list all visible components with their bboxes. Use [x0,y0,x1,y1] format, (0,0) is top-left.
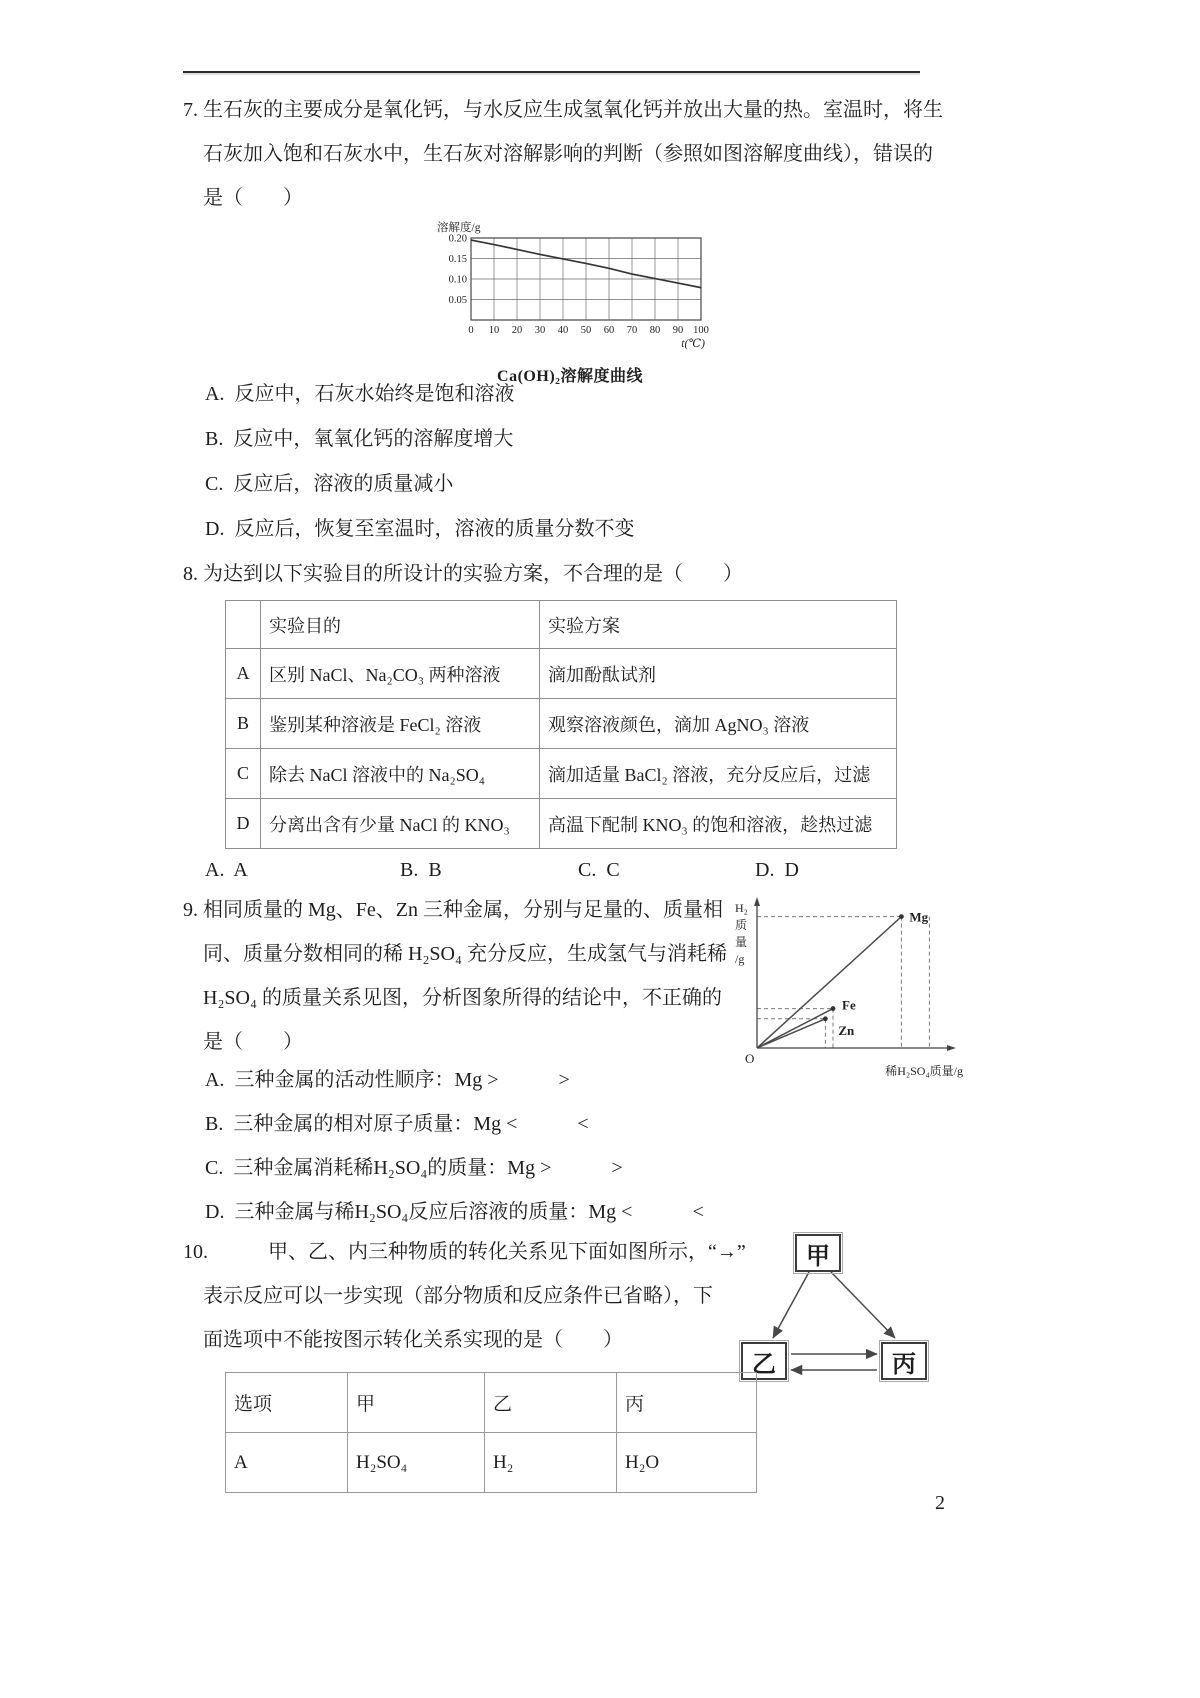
table-row [226,1433,757,1493]
q8-answer-b: B. B [400,859,442,881]
question-line: 是（ ） [203,187,303,209]
figure-caption: Ca(OH)₂溶解度曲线 [497,368,643,385]
question-10-table-wrap [225,1372,757,1493]
q8-answer-d: D. D [755,859,799,881]
conversion-diagram [735,1228,935,1396]
table-cell: 分离出含有少量 NaCl 的 KNO₃ [261,799,540,849]
table-cell: 丙 [617,1373,757,1433]
svg-text:Fe: Fe [842,997,856,1013]
question-9-options [205,1058,704,1234]
question-line: 是（ ） [203,1031,303,1053]
svg-text:Mg: Mg [909,909,929,925]
options-table [225,1372,757,1493]
table-cell: H₂O [617,1433,757,1493]
svg-text:30: 30 [534,325,546,336]
table-cell: 鉴别某种溶液是 FeCl₂ 溶液 [261,699,540,749]
svg-text:0.20: 0.20 [448,233,467,245]
table-cell: 滴加酚酞试剂 [540,649,897,699]
question-line: 石灰加入饱和石灰水中，生石灰对溶解影响的判断（参照如图溶解度曲线），错误的 [203,143,933,165]
svg-text:0.10: 0.10 [448,274,467,286]
question-7 [183,88,943,220]
table-row [226,699,897,749]
question-7-options [205,372,634,552]
svg-text:40: 40 [557,325,569,336]
table-cell: H₂SO₄ [348,1433,485,1493]
metals-chart [725,880,965,1095]
option-c: C. 三种金属消耗稀H₂SO₄的质量：Mg > > [205,1157,623,1179]
table-cell: A [226,1433,348,1493]
svg-text:0.05: 0.05 [448,295,467,306]
table-cell: 高温下配制 KNO₃ 的饱和溶液，趁热过滤 [540,799,897,849]
question-8-table-wrap [225,600,897,849]
q8-answer-a: A. A [205,859,248,881]
q8-answer-c: C. C [578,859,620,881]
table-cell: 选项 [226,1373,348,1433]
table-cell: 乙 [485,1373,617,1433]
page-number: 2 [935,1492,945,1514]
table-cell [226,601,261,649]
solubility-chart [425,220,715,356]
metals-figure [725,880,965,1095]
table-header-row [226,1373,757,1433]
question-line: 面选项中不能按图示转化关系实现的是（ ） [203,1329,623,1351]
solubility-figure [425,220,715,386]
question-line: 表示反应可以一步实现（部分物质和反应条件已省略），下 [203,1285,713,1307]
svg-text:60: 60 [603,325,615,336]
question-line: 10. 甲、乙、内三种物质的转化关系见下面如图所示，“→” [183,1241,746,1263]
svg-text:0.15: 0.15 [448,254,467,265]
table-header-row [226,601,897,649]
svg-text:t(℃): t(℃) [681,338,705,350]
option-d: D. 反应后，恢复至室温时，溶液的质量分数不变 [205,518,635,540]
node-bing: 丙 [881,1342,927,1380]
svg-text:H₂质量/g: H₂ 质量/g [735,901,748,966]
question-10 [183,1230,803,1362]
table-cell: 滴加适量 BaCl₂ 溶液，充分反应后，过滤 [540,749,897,799]
question-line: H₂SO₄ 的质量关系见图，分析图象所得的结论中，不正确的 [203,987,722,1009]
table-row [226,649,897,699]
node-yi: 乙 [741,1342,787,1380]
question-9 [183,888,783,1064]
option-d: D. 三种金属与稀H₂SO₄反应后溶液的质量：Mg < < [205,1201,704,1223]
svg-text:80: 80 [649,325,661,336]
table-cell: 除去 NaCl 溶液中的 Na₂SO₄ [261,749,540,799]
table-row [226,749,897,799]
table-cell: B [226,699,261,749]
svg-text:20: 20 [511,325,523,336]
option-c: C. 反应后，溶液的质量减小 [205,473,454,495]
table-cell: 区别 NaCl、Na₂CO₃ 两种溶液 [261,649,540,699]
option-b: B. 三种金属的相对原子质量：Mg < < [205,1113,589,1135]
svg-text:Zn: Zn [838,1022,855,1038]
svg-text:90: 90 [672,325,684,336]
svg-text:70: 70 [626,325,638,336]
table-cell: 实验方案 [540,601,897,649]
question-8-stem: 8. 为达到以下实验目的所设计的实验方案，不合理的是（ ） [183,563,743,585]
table-cell: A [226,649,261,699]
header-rule [183,71,920,73]
svg-text:50: 50 [580,325,592,336]
table-cell: D [226,799,261,849]
svg-text:100: 100 [693,325,709,336]
svg-text:溶解度/g: 溶解度/g [437,222,481,234]
svg-text:稀H₂SO₄质量/g: 稀H₂SO₄质量/g [885,1064,963,1078]
table-cell: 观察溶液颜色，滴加 AgNO₃ 溶液 [540,699,897,749]
table-cell: C [226,749,261,799]
option-a: A. 三种金属的活动性顺序：Mg > > [205,1069,570,1091]
table-cell: 甲 [348,1373,485,1433]
question-line: 7. 生石灰的主要成分是氧化钙，与水反应生成氢氧化钙并放出大量的热。室温时，将生 [183,99,943,121]
svg-text:O: O [745,1051,755,1066]
question-line: 9. 相同质量的 Mg、Fe、Zn 三种金属，分别与足量的、质量相 [183,899,723,921]
option-b: B. 反应中，氧氧化钙的溶解度增大 [205,428,514,450]
table-cell: 实验目的 [261,601,540,649]
svg-text:0: 0 [468,325,474,336]
node-jia: 甲 [795,1234,841,1272]
question-line: 同、质量分数相同的稀 H₂SO₄ 充分反应，生成氢气与消耗稀 [203,943,727,965]
svg-text:10: 10 [488,325,500,336]
option-a: A. 反应中，石灰水始终是饱和溶液 [205,383,515,405]
experiment-table [225,600,897,849]
table-row [226,799,897,849]
table-cell: H₂ [485,1433,617,1493]
